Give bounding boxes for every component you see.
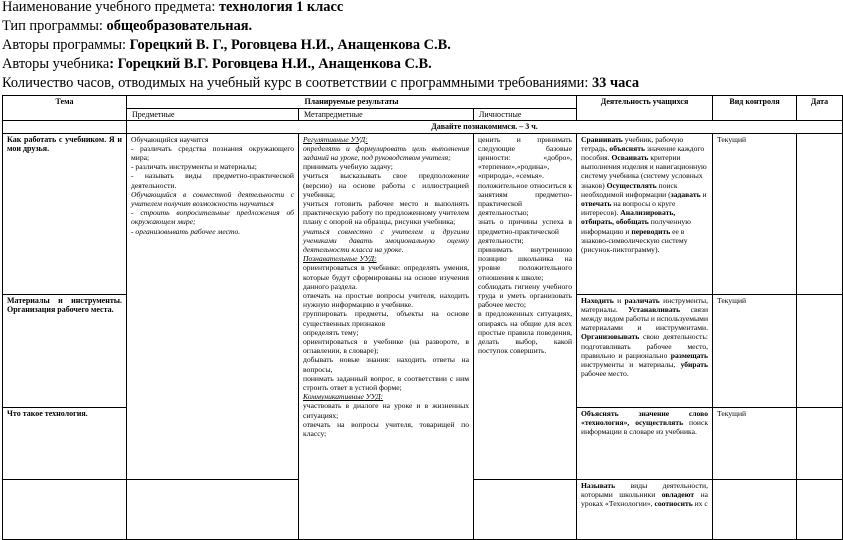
- personal-item: знать о причины успеха в предметно-практической деятельности;: [478, 217, 573, 245]
- meta-item: добывать новые знания: находить ответы на вопросы,: [303, 355, 469, 374]
- hours-label: Количество часов, отводимых на учебный курс в соответствии с программными требованиями:: [2, 75, 592, 91]
- subject-item-2: - организовывать рабочее место.: [131, 226, 241, 236]
- hours-line: [2, 74, 639, 93]
- personal-item: соблюдать гигиену учебного труда и уметь организовать рабочее место;: [478, 281, 573, 310]
- personal-row-4: [474, 479, 577, 539]
- meta-item: определять и формулировать цель выполнения заданий на уроке, под руководством учителя;: [303, 143, 469, 162]
- textbook-authors-label: Авторы учебника: [2, 56, 110, 72]
- date-row-1: [797, 133, 843, 294]
- plan-table: [2, 95, 843, 540]
- subject-row-4: [127, 479, 299, 539]
- meta-item: понимать заданный вопрос, в соответствии с ним строить ответ в устной форме;: [303, 373, 469, 392]
- subject-item: - называть виды предметно-практической деятельности.: [131, 171, 294, 190]
- col-header-activity: Деятельность учащихся: [577, 96, 713, 121]
- control-row-4: [713, 479, 797, 539]
- personal-item: принимать внутреннюю позицию школьника на уровне положительного отношения к школе;: [478, 244, 573, 282]
- meta-item: участвовать в диалоге на уроке и в жизненных ситуациях;: [303, 401, 469, 420]
- program-type-value: общеобразовательная.: [106, 18, 253, 34]
- meta-item: ориентироваться в учебнике: определять умения, которые будут сформированы на основе изучения данного раздела.: [303, 263, 469, 291]
- textbook-authors-value: : Горецкий В.Г. Роговцева Н.И., Анащенкова С.В.: [109, 56, 432, 72]
- subject-name-label: Наименование учебного предмета:: [2, 0, 219, 15]
- topic-row-2: Материалы и инструменты. Организация рабочего места.: [3, 294, 127, 407]
- subject-intro: Обучающийся научится: [131, 134, 209, 144]
- subject-item-2: - строить вопросительные предложения об окружающем мире;: [131, 208, 294, 227]
- textbook-authors-line: [2, 55, 432, 74]
- subject-results-cell: [127, 133, 299, 479]
- meta-item: ориентироваться в учебнике (на развороте, в оглавлении, в словаре);: [303, 336, 469, 356]
- date-row-2: [797, 294, 843, 407]
- meta-item: группировать предметы, объекты на основе существенных признаков: [303, 309, 469, 328]
- date-row-4: [797, 479, 843, 539]
- control-row-2: Текущий: [713, 294, 797, 407]
- activity-row-4: Называть виды деятельности, которыми школьники овладеют на уроках «Технологии», соотносить их с: [577, 479, 713, 539]
- date-row-3: [797, 407, 843, 479]
- program-authors-value: Горецкий В. Г., Роговцева Н.И., Анащенкова С.В.: [129, 37, 451, 53]
- meta-item: учиться высказывать свое предположение (версию) на основе работы с иллюстрацией учебника;: [303, 171, 469, 199]
- control-row-1: Текущий: [713, 133, 797, 294]
- meta-item: определять тему;: [303, 327, 359, 337]
- subject-item: - различать инструменты и материалы;: [131, 162, 257, 172]
- col-header-date: Дата: [797, 96, 843, 121]
- meta-item: принимать учебную задачу;: [303, 162, 393, 172]
- col-header-topic: Тема: [3, 96, 127, 121]
- col-header-control: Вид контроля: [713, 96, 797, 121]
- activity-row-3: Объяснять значение слово «технология», осуществлять поиск информации в словаре из учебника.: [577, 407, 713, 479]
- subcol-personal: Личностные: [474, 108, 577, 121]
- meta-item: отвечать на вопросы учителя, товарищей по классу;: [303, 419, 469, 438]
- subject-name-value: технология 1 класс: [218, 0, 344, 15]
- hours-value: 33 часа: [591, 75, 640, 91]
- program-authors-line: [2, 36, 451, 55]
- program-type-line: [2, 17, 252, 36]
- program-type-label: Тип программы:: [2, 18, 107, 34]
- meta-results-cell: [299, 133, 474, 539]
- activity-row-1: Сравнивать учебник, рабочую тетрадь, объяснять значение каждого пособия. Осваивать критерии выполнения изделия и навигационную систему учебника (систему условных знаков) Осуществлять поиск необходимой информации (задавать и отвечать на вопросы о круге интересов). Анализировать, отбирать, обобщать полученную информацию и переводить ее в знаково-символическую систему (рисунок-пиктограмму).: [577, 133, 713, 294]
- personal-results-cell: [474, 133, 577, 479]
- subcol-meta: Метапредметные: [299, 108, 474, 121]
- control-row-3: Текущий: [713, 407, 797, 479]
- topic-row-4: [3, 479, 127, 539]
- meta-item: учиться готовить рабочее место и выполнять практическую работу по предложенному учителем плану с опорой на образцы, рисунки учебника;: [303, 198, 469, 227]
- subject-item: - различать средства познания окружающего мира;: [131, 143, 294, 162]
- regulatory-uud-title: Регулятивные УУД:: [303, 134, 368, 144]
- topic-row-1: Как работать с учебником. Я и мои друзья.: [3, 133, 127, 294]
- section-title: Давайте познакомимся. – 3 ч.: [127, 121, 843, 134]
- communicative-uud-title: Коммуникативные УУД:: [303, 392, 384, 402]
- personal-item: ценить и принимать следующие базовые ценности: «добро», «терпение»,«родина», «природа», «семья».: [478, 134, 573, 181]
- meta-item: отвечать на простые вопросы учителя, находить нужную информацию в учебнике.: [303, 290, 469, 310]
- topic-row-3: Что такое технология.: [3, 407, 127, 479]
- subject-name-line: [2, 0, 343, 17]
- subject-intro-2: Обучающийся в совместной деятельности с учителем получит возможность научиться: [131, 189, 294, 208]
- col-header-results: Планируемые результаты: [127, 96, 577, 109]
- meta-item: учиться совместно с учителем и другими учениками давать эмоциональную оценку деятельности класса на уроке.: [303, 226, 469, 254]
- program-authors-label: Авторы программы:: [2, 37, 130, 53]
- activity-row-2: Находить и различать инструменты, материалы. Устанавливать связи между видом работы и используемыми материалами и инструментами. Организовывать свою деятельность: подготавливать рабочее место, правильно и рационально размещать инструменты и материалы, убирать рабочее место.: [577, 294, 713, 407]
- cognitive-uud-title: Познавательные УУД:: [303, 254, 377, 264]
- personal-item: в предложенных ситуациях, опираясь на общие для всех простые правила поведения, делать выбор, какой поступок совершить.: [478, 309, 573, 356]
- personal-item: положительное относиться к занятиям предметно-практической деятельностью;: [478, 180, 573, 218]
- subcol-subject: Предметные: [127, 108, 299, 121]
